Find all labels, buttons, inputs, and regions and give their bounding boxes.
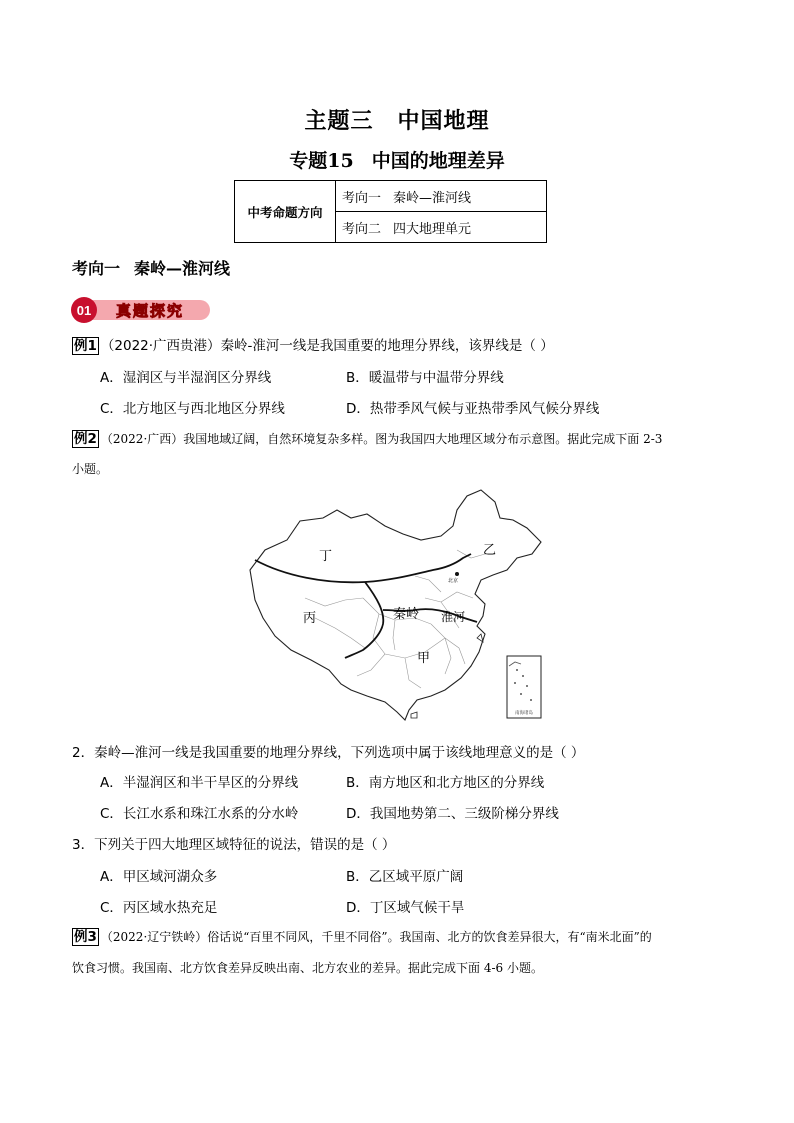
- beijing-marker: [455, 572, 459, 576]
- boundary-north-northwest: [255, 554, 471, 582]
- label-ding: 丁: [319, 549, 333, 564]
- example-text: 我国地域辽阔，自然环境复杂多样。图为我国四大地理区域分布示意图。据此完成下面 2-3: [183, 432, 663, 446]
- option-b: B．暖温带与中温带分界线: [346, 370, 504, 386]
- example2-text-cont: 小题。: [72, 462, 109, 476]
- direction-title: 秦岭—淮河线: [393, 190, 472, 206]
- example-tag: 例3: [74, 929, 97, 945]
- section-num: 考向一: [72, 259, 121, 278]
- south-sea-inset: [507, 656, 541, 718]
- section-heading: [72, 256, 230, 279]
- direction-item: [336, 212, 547, 243]
- inset-label: 南海诸岛: [515, 711, 533, 716]
- label-beijing: 北京: [448, 578, 459, 584]
- option-c: C．北方地区与西北地区分界线: [100, 401, 285, 417]
- theme-title: 中国地理: [397, 109, 490, 134]
- banner-text: 真题探究: [115, 302, 185, 320]
- option-d: D．我国地势第二、三级阶梯分界线: [346, 806, 559, 822]
- section-banner: [70, 297, 212, 323]
- option-d: D．热带季风气候与亚热带季风气候分界线: [346, 401, 600, 417]
- label-qinling: 秦岭: [393, 607, 420, 622]
- example-text: 俗话说“百里不同风，千里不同俗”。我国南、北方的饮食差异很大，有“南米北面”的: [207, 930, 652, 944]
- section-title: 秦岭—淮河线: [134, 259, 231, 278]
- example1-question: [72, 334, 554, 355]
- direction-title: 四大地理单元: [393, 221, 472, 237]
- directions-table: [234, 180, 547, 243]
- q3-stem: 3．下列关于四大地理区域特征的说法，错误的是（ ）: [72, 837, 396, 853]
- example-tag: 例1: [74, 338, 97, 354]
- option-b: B．南方地区和北方地区的分界线: [346, 775, 545, 791]
- direction-item: [336, 181, 547, 212]
- hainan-outline: [411, 712, 417, 718]
- china-regions-map: [245, 488, 560, 724]
- topic-label: 专题15: [289, 150, 354, 172]
- option-a: A．湿润区与半湿润区分界线: [100, 370, 272, 386]
- directions-label: 中考命题方向: [235, 181, 336, 243]
- label-huaihe: 淮河: [441, 610, 466, 624]
- option-d: D．丁区域气候干旱: [346, 900, 465, 916]
- theme-label: 主题三: [304, 109, 374, 134]
- option-b: B．乙区域平原广阔: [346, 869, 464, 885]
- q2-stem: 2．秦岭—淮河一线是我国重要的地理分界线，下列选项中属于该线地理意义的是（ ）: [72, 745, 585, 761]
- label-bing: 丙: [303, 611, 317, 626]
- taiwan-outline: [477, 634, 483, 642]
- direction-num: 考向二: [342, 221, 382, 237]
- option-a: A．甲区域河湖众多: [100, 869, 218, 885]
- example-source: （2022·广西贵港）: [100, 338, 221, 354]
- example2-text: [72, 430, 662, 448]
- topic-title: 中国的地理差异: [371, 150, 505, 172]
- direction-num: 考向一: [342, 190, 382, 206]
- example3-text-cont: 饮食习惯。我国南、北方饮食差异反映出南、北方农业的差异。据此完成下面 4-6 小题。: [72, 961, 543, 975]
- example-source: （2022·辽宁铁岭）: [100, 930, 208, 944]
- example3-text: [72, 928, 652, 946]
- example-text: 秦岭-淮河一线是我国重要的地理分界线，该界线是（ ）: [220, 338, 554, 354]
- option-c: C．丙区域水热充足: [100, 900, 218, 916]
- example-source: （2022·广西）: [100, 432, 184, 446]
- page-subtitle: [0, 146, 794, 173]
- option-c: C．长江水系和珠江水系的分水岭: [100, 806, 299, 822]
- china-outline: [250, 490, 541, 720]
- page-title: [0, 104, 794, 135]
- option-a: A．半湿润区和半干旱区的分界线: [100, 775, 299, 791]
- banner-num: 01: [76, 303, 92, 318]
- example-tag: 例2: [74, 431, 97, 447]
- label-yi: 乙: [483, 543, 497, 558]
- label-jia: 甲: [417, 651, 431, 666]
